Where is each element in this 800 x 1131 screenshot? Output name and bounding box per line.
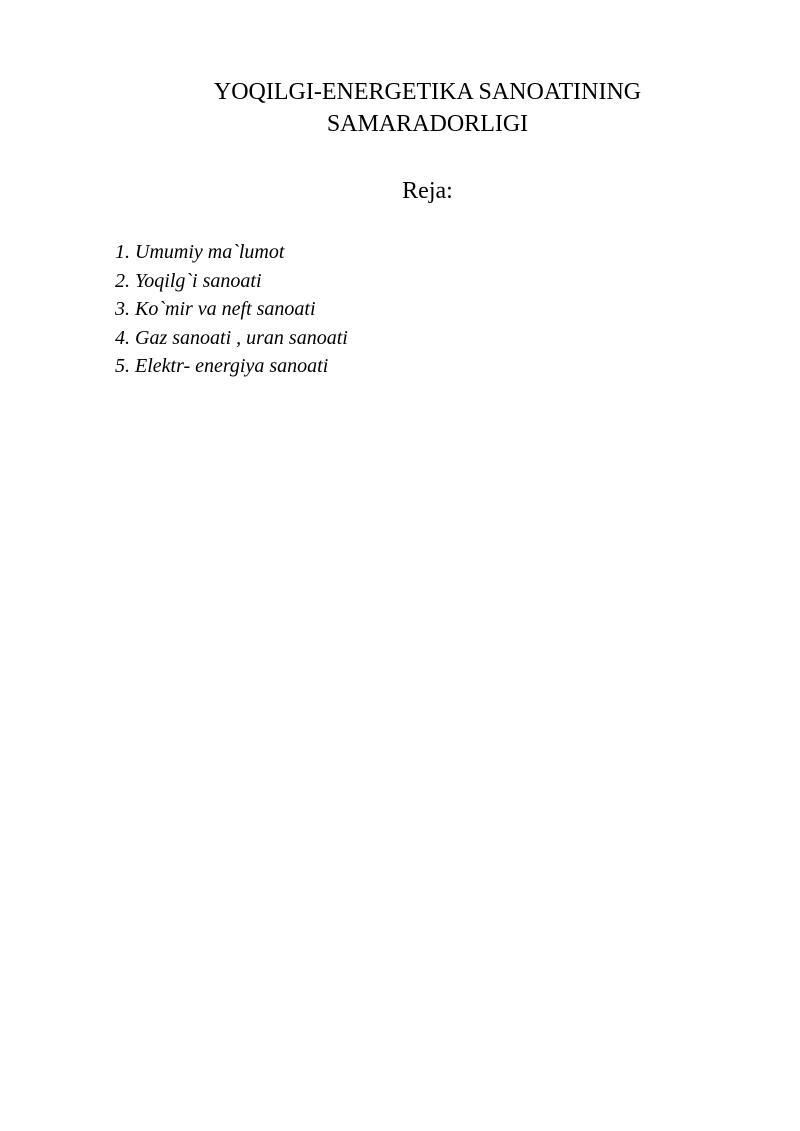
plan-item: 2. Yoqilg`i sanoati bbox=[115, 269, 262, 292]
plan-item: 3. Ko`mir va neft sanoati bbox=[115, 298, 316, 320]
title-line-2: SAMARADORLIGI bbox=[326, 111, 529, 137]
plan-item: 1. Umumiy ma`lumot bbox=[115, 241, 285, 263]
plan-list bbox=[115, 238, 348, 381]
plan-item: 5. Elektr- energiya sanoati bbox=[115, 355, 329, 377]
plan-heading: Reja: bbox=[402, 178, 453, 204]
plan-item: 4. Gaz sanoati , uran sanoati bbox=[115, 326, 348, 349]
title-line-1: YOQILGI-ENERGETIKA SANOATINING bbox=[213, 79, 642, 105]
document-title bbox=[115, 76, 740, 140]
